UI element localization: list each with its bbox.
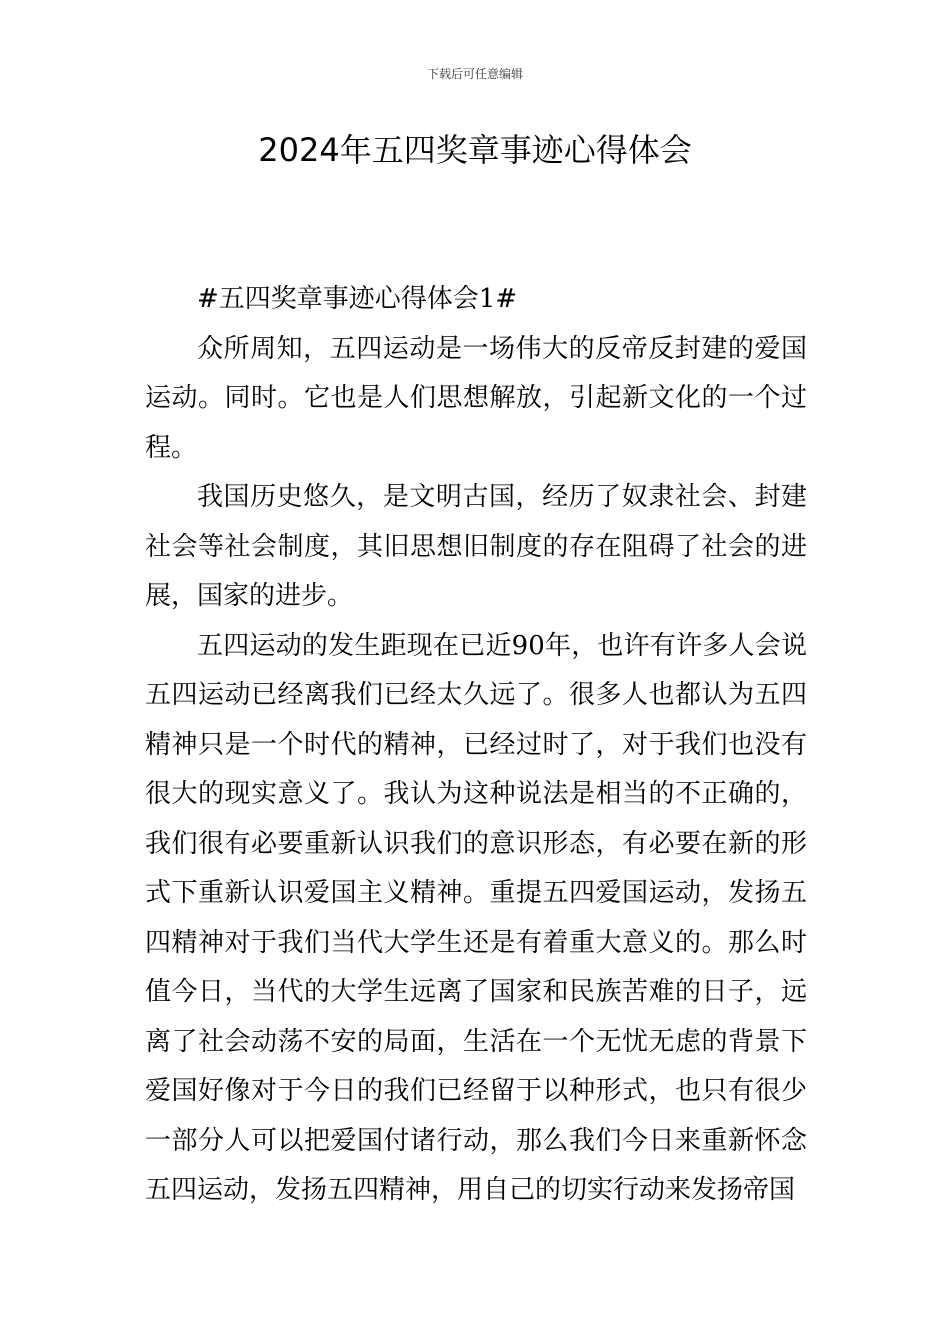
paragraph-3: 五四运动的发生距现在已近90年，也许有许多人会说五四运动已经离我们已经太久远了。很多人也都认为五四精神只是一个时代的精神，已经过时了，对于我们也没有很大的现实意义了。我认为这种说法是相当的不正确的，我们很有必要重新认识我们的意识形态，有必要在新的形式下重新认识爱国主义精神。重提五四爱国运动，发扬五四精神对于我们当代大学生还是有着重大意义的。那么时值今日，当代的大学生远离了国家和民族苦难的日子，远离了社会动荡不安的局面，生活在一个无忧无虑的背景下爱国好像对于今日的我们已经留于以种形式，也只有很少一部分人可以把爱国付诸行动，那么我们今日来重新怀念五四运动，发扬五四精神，用自己的切实行动来发扬帝国 (145, 630, 807, 1205)
document-title: 2024年五四奖章事迹心得体会 (258, 131, 692, 169)
header-note: 下载后可任意编辑 (426, 67, 523, 81)
document-body (145, 275, 807, 1216)
paragraph-1: 众所周知，五四运动是一场伟大的反帝反封建的爱国运动。同时。它也是人们思想解放，引起新文化的一个过程。 (145, 333, 807, 463)
section-heading: #五四奖章事迹心得体会1# (197, 284, 518, 314)
paragraph-2: 我国历史悠久，是文明古国，经历了奴隶社会、封建社会等社会制度，其旧思想旧制度的存在阻碍了社会的进展，国家的进步。 (145, 482, 807, 611)
